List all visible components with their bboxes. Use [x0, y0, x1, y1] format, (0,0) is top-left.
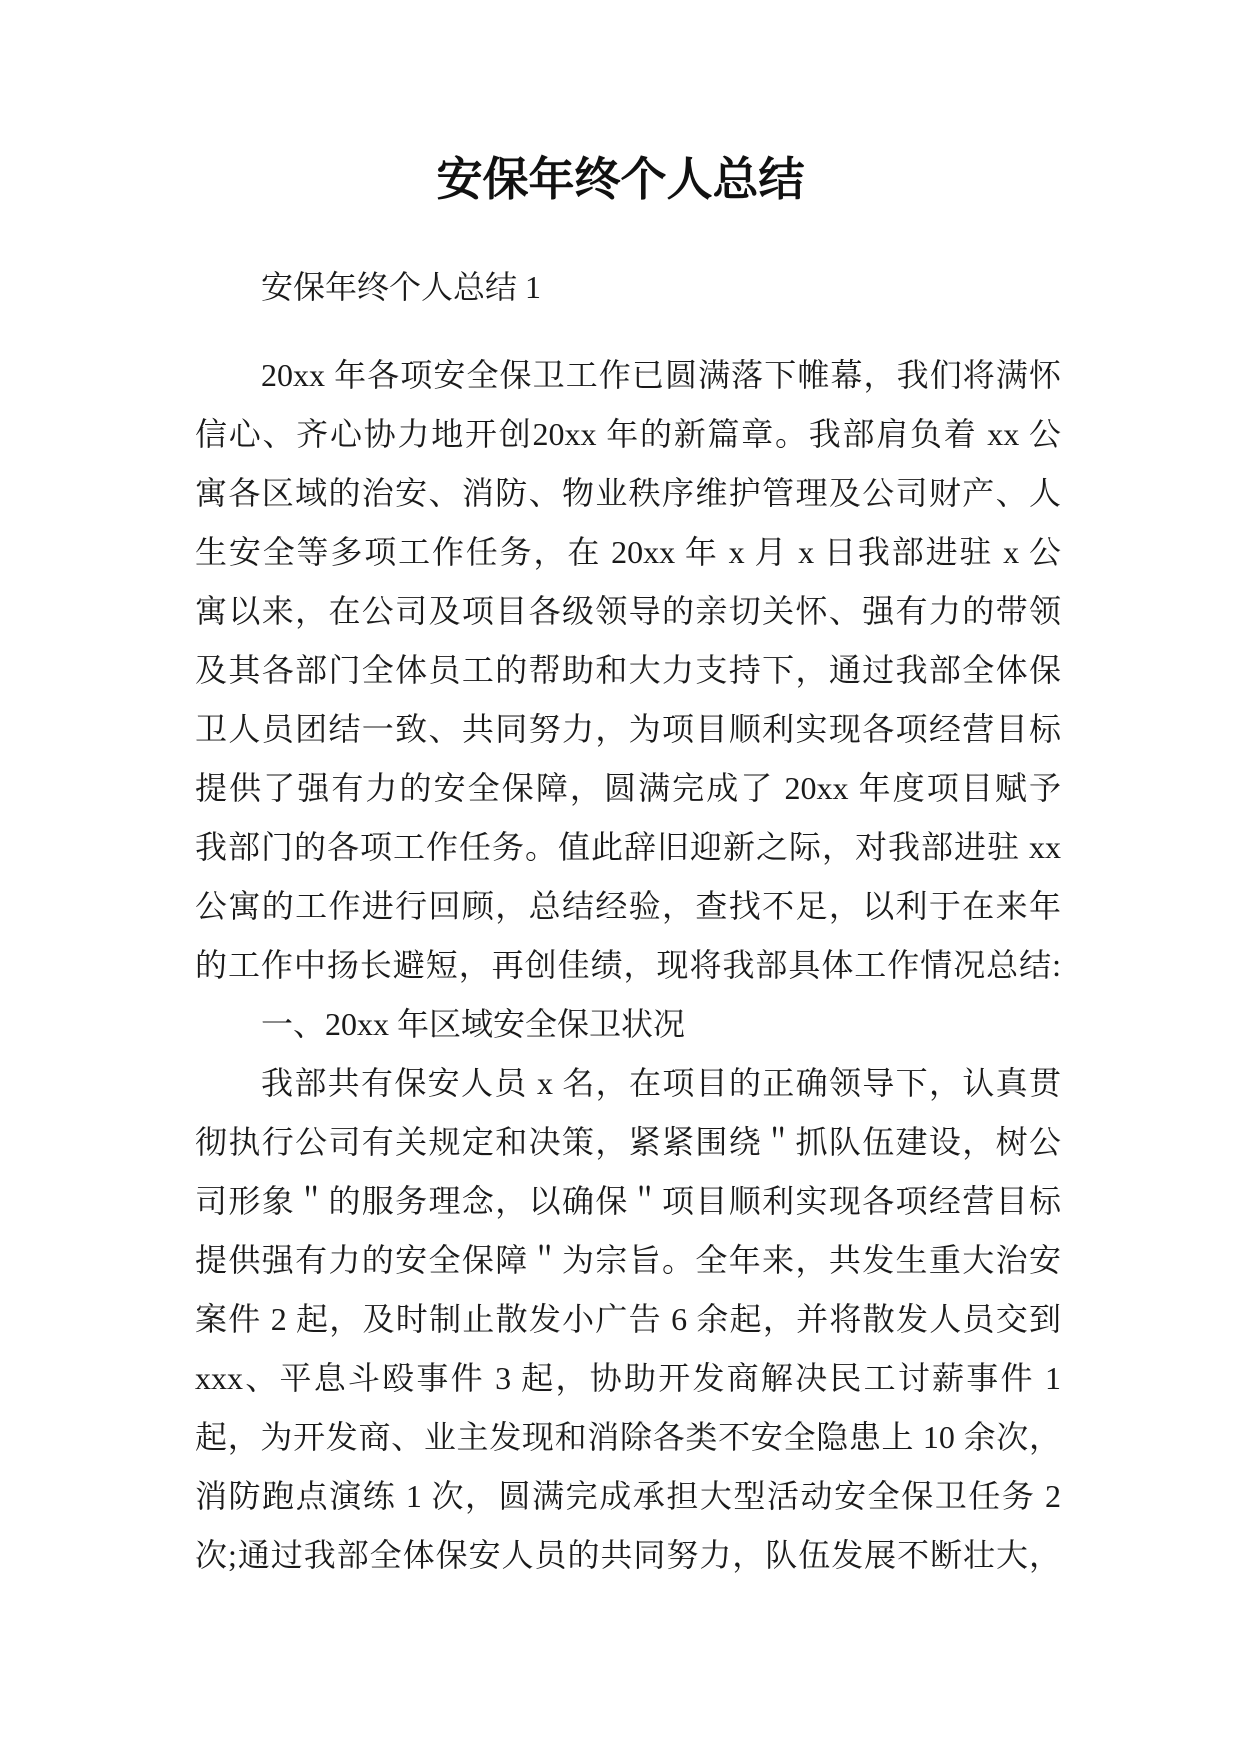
section-heading: 安保年终个人总结 1: [261, 269, 542, 305]
paragraph-line: 的工作中扬长避短，再创佳绩，现将我部具体工作情况总结:: [195, 947, 1061, 983]
paragraph-line: 寓各区域的治安、消防、物业秩序维护管理及公司财产、人: [195, 475, 1061, 511]
paragraph-line: 生安全等多项工作任务，在 20xx 年 x 月 x 日我部进驻 x 公: [195, 534, 1061, 570]
paragraph-line: 案件 2 起，及时制止散发小广告 6 余起，并将散发人员交到: [195, 1301, 1061, 1337]
paragraph-intro: [195, 346, 1061, 995]
paragraph-line: 我部共有保安人员 x 名，在项目的正确领导下，认真贯: [261, 1065, 1061, 1101]
paragraph-line: 卫人员团结一致、共同努力，为项目顺利实现各项经营目标: [195, 711, 1061, 747]
paragraph-line: 公寓的工作进行回顾，总结经验，查找不足，以利于在来年: [195, 888, 1061, 924]
paragraph-line: 彻执行公司有关规定和决策，紧紧围绕＂抓队伍建设，树公: [195, 1124, 1061, 1160]
paragraph-line: 提供了强有力的安全保障，圆满完成了 20xx 年度项目赋予: [195, 770, 1061, 806]
paragraph-line: 20xx 年各项安全保卫工作已圆满落下帷幕，我们将满怀: [261, 357, 1061, 393]
paragraph-line: 及其各部门全体员工的帮助和大力支持下，通过我部全体保: [195, 652, 1061, 688]
paragraph-line: xxx、平息斗殴事件 3 起，协助开发商解决民工讨薪事件 1: [195, 1360, 1061, 1396]
paragraph-line: 寓以来，在公司及项目各级领导的亲切关怀、强有力的带领: [195, 593, 1061, 629]
subsection-heading: 一、20xx 年区域安全保卫状况: [261, 1006, 686, 1042]
paragraph-line: 消防跑点演练 1 次，圆满完成承担大型活动安全保卫任务 2: [195, 1478, 1061, 1514]
paragraph-line: 司形象＂的服务理念，以确保＂项目顺利实现各项经营目标: [195, 1183, 1061, 1219]
paragraph-line: 我部门的各项工作任务。值此辞旧迎新之际，对我部进驻 xx: [195, 829, 1061, 865]
paragraph-line: 起，为开发商、业主发现和消除各类不安全隐患上 10 余次，: [195, 1419, 1061, 1455]
paragraph-line: 信心、齐心协力地开创20xx 年的新篇章。我部肩负着 xx 公: [195, 416, 1061, 452]
document-body: [195, 258, 1061, 1585]
paragraph-security-status: [195, 1054, 1061, 1585]
paragraph-line: 提供强有力的安全保障＂为宗旨。全年来，共发生重大治安: [195, 1242, 1061, 1278]
paragraph-line: 次;通过我部全体保安人员的共同努力，队伍发展不断壮大，: [195, 1537, 1061, 1573]
document-title: 安保年终个人总结: [436, 154, 805, 205]
